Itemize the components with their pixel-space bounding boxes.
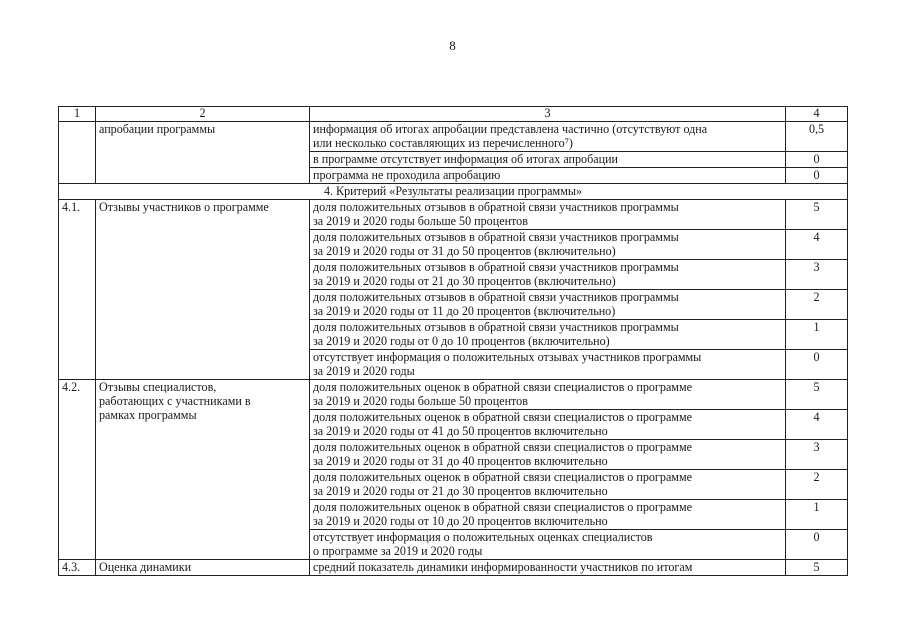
score-cell: 4 [786,410,848,440]
indicator-line: за 2019 и 2020 годы больше 50 процентов [313,214,528,228]
indicator-line: за 2019 и 2020 годы от 31 до 50 процентов (включительно) [313,244,616,258]
criterion-cell [96,200,310,380]
indicator-cell [310,320,786,350]
indicator-line: за 2019 и 2020 годы от 10 до 20 процентов включительно [313,514,608,528]
criterion-text: апробации программы [99,122,216,136]
score-cell: 0,5 [786,122,848,152]
indicator-line: доля положительных отзывов в обратной связи участников программы [313,200,679,214]
criterion-cell [96,560,310,576]
indicator-cell [310,530,786,560]
criterion-line: работающих с участниками в [99,394,251,408]
row-number-cell [59,122,96,184]
score-cell: 0 [786,152,848,168]
indicator-line: доля положительных отзывов в обратной связи участников программы [313,290,679,304]
indicator-line: за 2019 и 2020 годы от 41 до 50 процентов включительно [313,424,608,438]
indicator-line: за 2019 и 2020 годы от 21 до 30 процентов включительно [313,484,608,498]
indicator-line: доля положительных оценок в обратной связи специалистов о программе [313,410,692,424]
indicator-line: в программе отсутствует информация об итогах апробации [313,152,619,166]
indicator-cell [310,230,786,260]
score-cell: 2 [786,290,848,320]
indicator-cell [310,152,786,168]
criterion-line: рамках программы [99,408,197,422]
indicator-line: доля положительных оценок в обратной связи специалистов о программе [313,470,692,484]
score-cell: 3 [786,260,848,290]
indicator-line: о программе за 2019 и 2020 годы [313,544,483,558]
indicator-line: или несколько составляющих из перечисленного⁷) [313,136,573,150]
indicator-line: доля положительных отзывов в обратной связи участников программы [313,320,679,334]
header-col-1: 1 [59,107,96,122]
indicator-cell [310,560,786,576]
indicator-line: за 2019 и 2020 годы от 31 до 40 процентов включительно [313,454,608,468]
table-row [59,560,848,576]
indicator-cell [310,410,786,440]
indicator-line: отсутствует информация о положительных оценках специалистов [313,530,653,544]
score-cell: 0 [786,530,848,560]
indicator-cell [310,122,786,152]
criterion-text: Оценка динамики [99,560,192,574]
criteria-table [58,106,848,576]
indicator-cell [310,200,786,230]
criterion-cell [96,380,310,560]
row-number-cell: 4.1. [59,200,96,380]
score-cell: 5 [786,200,848,230]
indicator-line: средний показатель динамики информированности участников по итогам [313,560,693,574]
indicator-line: программа не проходила апробацию [313,168,501,182]
score-cell: 0 [786,350,848,380]
criterion-cell [96,122,310,184]
indicator-cell [310,260,786,290]
score-cell: 4 [786,230,848,260]
indicator-line: за 2019 и 2020 годы от 11 до 20 процентов (включительно) [313,304,616,318]
indicator-cell [310,500,786,530]
indicator-line: доля положительных отзывов в обратной связи участников программы [313,260,679,274]
score-cell: 0 [786,168,848,184]
table-row [59,200,848,230]
indicator-line: доля положительных оценок в обратной связи специалистов о программе [313,380,692,394]
indicator-cell [310,440,786,470]
header-col-4: 4 [786,107,848,122]
indicator-cell [310,290,786,320]
row-number-cell: 4.2. [59,380,96,560]
score-cell: 2 [786,470,848,500]
section-row [59,184,848,200]
indicator-line: за 2019 и 2020 годы [313,364,415,378]
score-cell: 5 [786,380,848,410]
criterion-text: Отзывы участников о программе [99,200,269,214]
indicator-cell [310,350,786,380]
score-cell: 3 [786,440,848,470]
indicator-line: доля положительных оценок в обратной связи специалистов о программе [313,440,692,454]
score-cell: 1 [786,320,848,350]
score-cell: 1 [786,500,848,530]
indicator-line: за 2019 и 2020 годы от 0 до 10 процентов (включительно) [313,334,610,348]
page-number: 8 [449,38,456,53]
score-cell: 5 [786,560,848,576]
indicator-cell [310,168,786,184]
indicator-line: информация об итогах апробации представлена частично (отсутствуют одна [313,122,708,136]
indicator-line: доля положительных оценок в обратной связи специалистов о программе [313,500,692,514]
indicator-cell [310,380,786,410]
header-col-2: 2 [96,107,310,122]
table-row [59,122,848,152]
header-row [59,107,848,122]
indicator-line: за 2019 и 2020 годы от 21 до 30 процентов (включительно) [313,274,616,288]
criterion-line: Отзывы специалистов, [99,380,217,394]
table-row [59,380,848,410]
indicator-cell [310,470,786,500]
indicator-line: за 2019 и 2020 годы больше 50 процентов [313,394,528,408]
row-number-cell: 4.3. [59,560,96,576]
indicator-line: отсутствует информация о положительных отзывах участников программы [313,350,702,364]
indicator-line: доля положительных отзывов в обратной связи участников программы [313,230,679,244]
section-title: 4. Критерий «Результаты реализации программы» [59,184,848,200]
header-col-3: 3 [310,107,786,122]
